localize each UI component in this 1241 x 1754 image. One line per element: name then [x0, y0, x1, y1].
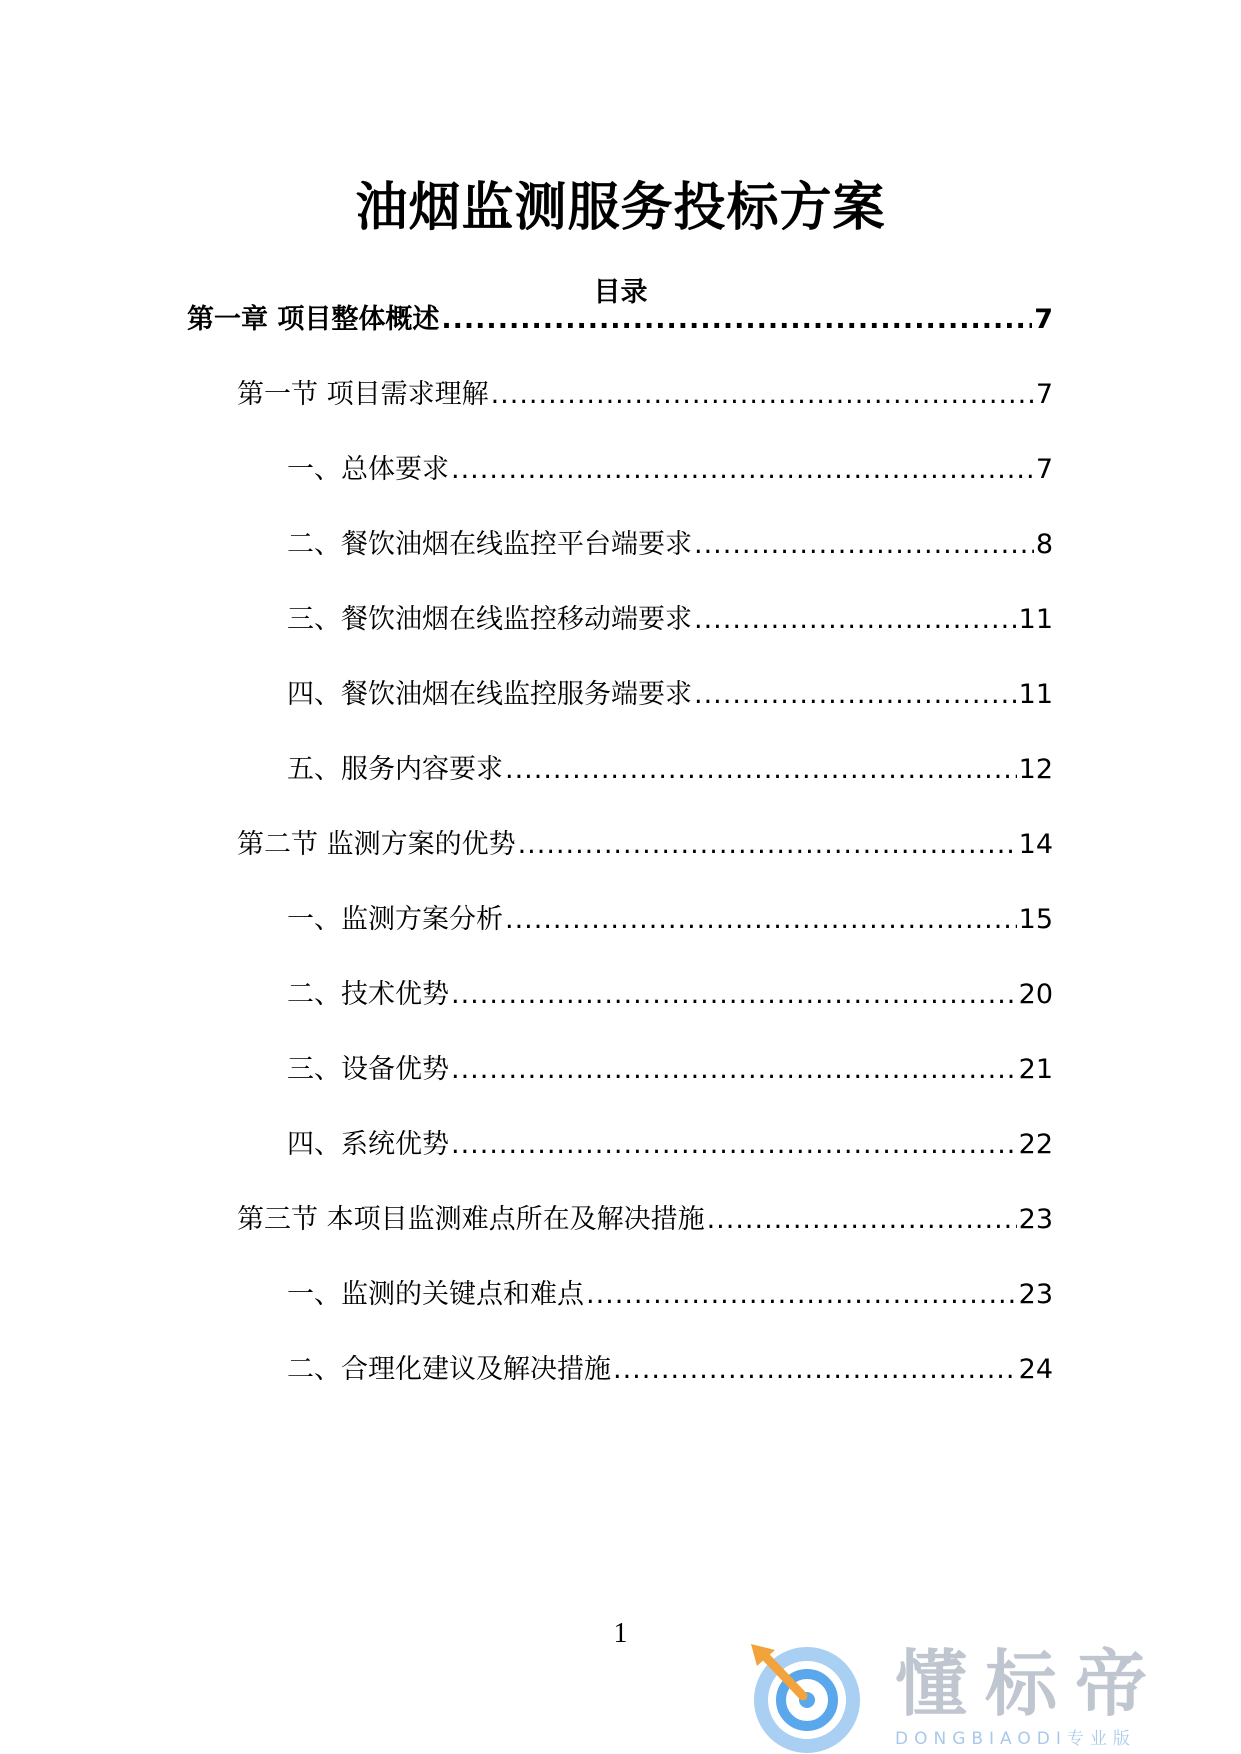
toc-entry-title: 四、系统优势 [287, 1129, 449, 1160]
toc-dot-leader [505, 900, 1017, 940]
toc-entry[interactable] [237, 375, 1053, 415]
toc-entry[interactable] [287, 900, 1053, 940]
toc-entry[interactable] [287, 525, 1053, 565]
toc-entry-title: 第一章 项目整体概述 [187, 304, 440, 335]
toc-entry-page: 11 [1018, 604, 1053, 635]
watermark [745, 1640, 1225, 1754]
watermark-subtitle: DONGBIAODI专业版 [895, 1729, 1136, 1749]
toc-entry[interactable] [287, 1350, 1053, 1390]
toc-entry-page: 11 [1018, 679, 1053, 710]
toc-entry-title: 二、合理化建议及解决措施 [287, 1354, 611, 1385]
toc-entry-page: 21 [1018, 1054, 1053, 1085]
toc-entry-page: 22 [1018, 1129, 1053, 1160]
toc-entry-title: 三、餐饮油烟在线监控移动端要求 [287, 604, 692, 635]
toc-entry[interactable] [287, 750, 1053, 790]
toc-entry-page: 7 [1035, 454, 1053, 485]
toc-dot-leader [586, 1275, 1017, 1315]
toc-entry-title: 第一节 项目需求理解 [237, 379, 489, 410]
toc-entry-title: 二、餐饮油烟在线监控平台端要求 [287, 529, 692, 560]
toc-entry-title: 二、技术优势 [287, 979, 449, 1010]
toc-entry-page: 23 [1018, 1279, 1053, 1310]
target-arrow-logo-icon [745, 1640, 865, 1754]
toc-entry-title: 四、餐饮油烟在线监控服务端要求 [287, 679, 692, 710]
toc-entry-page: 20 [1018, 979, 1053, 1010]
toc-entry-page: 15 [1018, 904, 1053, 935]
document-title: 油烟监测服务投标方案 [355, 178, 886, 238]
toc-entry-page: 14 [1018, 829, 1053, 860]
toc-dot-leader [491, 375, 1034, 415]
toc-entry[interactable] [287, 1050, 1053, 1090]
toc-entry[interactable] [287, 1125, 1053, 1165]
toc-entry[interactable] [237, 825, 1053, 865]
toc-dot-leader [505, 750, 1017, 790]
toc-entry-title: 第二节 监测方案的优势 [237, 829, 516, 860]
toc-dot-leader [707, 1200, 1017, 1240]
toc-entry[interactable] [287, 675, 1053, 715]
toc-dot-leader [613, 1350, 1017, 1390]
toc-entry-page: 23 [1018, 1204, 1053, 1235]
toc-entry[interactable] [287, 450, 1053, 490]
toc-entry[interactable] [237, 1200, 1053, 1240]
toc-entry-title: 一、监测方案分析 [287, 904, 503, 935]
toc-entry-title: 一、监测的关键点和难点 [287, 1279, 584, 1310]
toc-entry-title: 三、设备优势 [287, 1054, 449, 1085]
toc-entry-title: 一、总体要求 [287, 454, 449, 485]
toc-dot-leader [694, 675, 1017, 715]
toc-entry[interactable] [287, 975, 1053, 1015]
toc-heading: 目录 [593, 277, 648, 308]
toc-entry-page: 7 [1034, 304, 1053, 335]
watermark-brand: 懂标帝 [895, 1642, 1166, 1726]
toc-dot-leader [694, 525, 1034, 565]
toc-entry-page: 8 [1035, 529, 1053, 560]
toc-dot-leader [441, 300, 1032, 340]
page-number: 1 [613, 1618, 628, 1649]
toc-entry-page: 12 [1018, 754, 1053, 785]
toc-entry[interactable] [287, 1275, 1053, 1315]
toc-entry-page: 7 [1035, 379, 1053, 410]
toc-entry-page: 24 [1018, 1354, 1053, 1385]
toc-entry-title: 五、服务内容要求 [287, 754, 503, 785]
toc-dot-leader [451, 975, 1017, 1015]
toc-dot-leader [451, 450, 1034, 490]
toc-dot-leader [694, 600, 1017, 640]
toc-entry[interactable] [287, 600, 1053, 640]
toc-entry-title: 第三节 本项目监测难点所在及解决措施 [237, 1204, 705, 1235]
toc-entry[interactable] [187, 300, 1053, 340]
toc-dot-leader [518, 825, 1017, 865]
toc-dot-leader [451, 1050, 1017, 1090]
toc-dot-leader [451, 1125, 1017, 1165]
